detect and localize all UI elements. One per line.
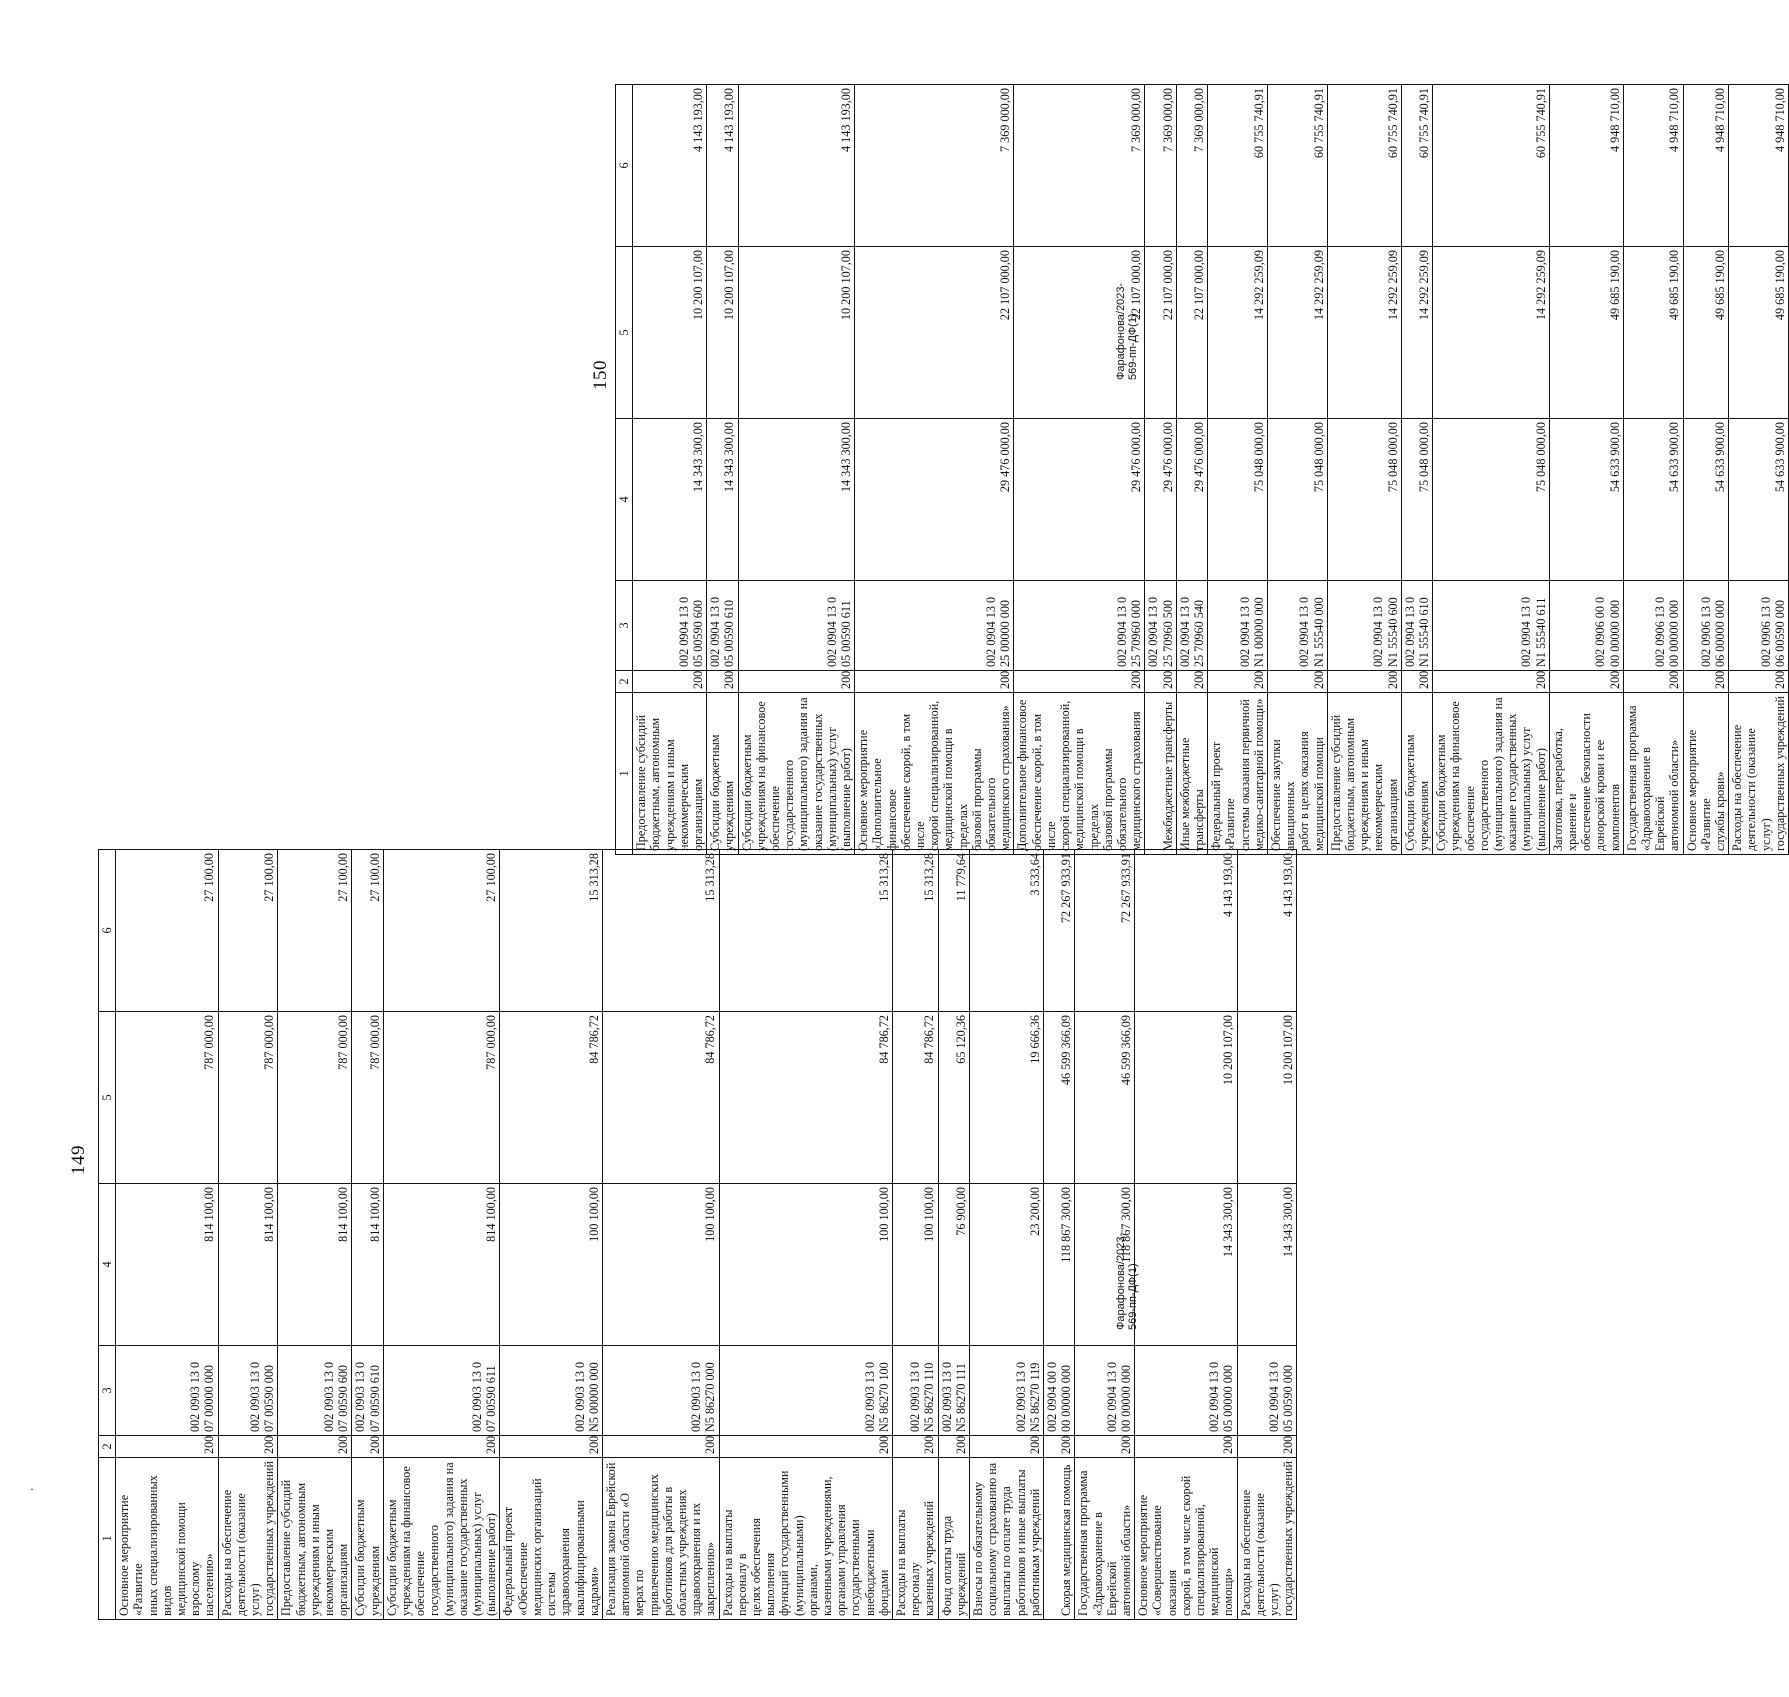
remaining-amount-cell: 60 755 740,91	[1327, 85, 1401, 247]
grbs-code-cell: 200	[738, 671, 855, 693]
executed-amount-cell: 22 107 000,00	[855, 247, 1014, 419]
grbs-code-cell: 200	[1433, 671, 1550, 693]
table-row	[1135, 850, 1237, 1620]
table-row	[969, 850, 1043, 1620]
remaining-amount-cell: 4 948 710,00	[1623, 85, 1683, 247]
remaining-amount-cell: 4 143 193,00	[1135, 850, 1237, 1012]
table-row	[278, 850, 352, 1620]
table-row	[1208, 85, 1268, 855]
row-name-cell: Расходы на выплаты персоналу казенных учреждений	[892, 1458, 938, 1620]
budget-code-cell: 002 0904 13 0 25 00000 000	[855, 581, 1014, 671]
column-header: 5	[616, 247, 633, 419]
row-name-cell: Расходы на обеспечение деятельности (оказание услуг) государственных учреждений	[1729, 693, 1789, 855]
budget-code-cell: 002 0903 13 0 N5 00000 000	[500, 1346, 602, 1436]
budget-code-cell: 002 0906 00 0 00 00000 000	[1549, 581, 1623, 671]
table-row	[719, 850, 892, 1620]
executed-amount-cell: 19 666,36	[969, 1012, 1043, 1184]
table-row	[855, 85, 1014, 855]
budget-code-cell: 002 0904 13 0 N1 55540 611	[1433, 581, 1550, 671]
executed-amount-cell: 14 292 259,09	[1267, 247, 1327, 419]
column-header: 3	[99, 1346, 116, 1436]
table-row	[1327, 85, 1401, 855]
row-name-cell: Федеральный проект «Развитие системы оказания первичной медико-санитарной помощи»	[1208, 693, 1268, 855]
executed-amount-cell: 14 292 259,09	[1401, 247, 1432, 419]
row-name-cell: Субсидии бюджетным учреждениям	[352, 1458, 383, 1620]
grbs-code-cell: 200	[383, 1436, 500, 1458]
budget-code-cell: 002 0904 13 0 25 70960 000	[1014, 581, 1145, 671]
approved-amount-cell: 54 633 900,00	[1549, 419, 1623, 581]
remaining-amount-cell: 4 143 193,00	[707, 85, 738, 247]
row-name-cell: Субсидии бюджетным учреждениям на финансовое обеспечение государственного (муниципального) задания на оказание государственных (муниципальных) услуг (выполнение работ)	[1433, 693, 1550, 855]
remaining-amount-cell: 60 755 740,91	[1208, 85, 1268, 247]
row-name-cell: Субсидии бюджетным учреждениям на финансовое обеспечение государственного (муниципального) задания на оказание государственных (муниципальных) услуг (выполнение работ)	[738, 693, 855, 855]
column-header: 2	[99, 1436, 116, 1458]
row-name-cell: Основное мероприятие «Развитие иных специализированных видов медицинской помощи взрослому населению»	[116, 1458, 218, 1620]
approved-amount-cell: 118 867 300,00	[1075, 1184, 1135, 1346]
budget-code-cell: 002 0906 13 0 00 00000 000	[1623, 581, 1683, 671]
table-body	[633, 85, 1789, 855]
approved-amount-cell: 29 476 000,00	[855, 419, 1014, 581]
budget-code-cell: 002 0903 13 0 07 00590 600	[278, 1346, 352, 1436]
grbs-code-cell: 200	[1075, 1436, 1135, 1458]
approved-amount-cell: 100 100,00	[719, 1184, 892, 1346]
approved-amount-cell: 814 100,00	[278, 1184, 352, 1346]
page-number: 149	[68, 1145, 89, 1175]
approved-amount-cell: 76 900,00	[938, 1184, 969, 1346]
row-name-cell: Федеральный проект «Обеспечение медицинских организаций системы здравоохранения квалифицированными кадрами»	[500, 1458, 602, 1620]
budget-code-cell: 002 0903 13 0 N5 86270 100	[719, 1346, 892, 1436]
grbs-code-cell: 200	[1208, 671, 1268, 693]
approved-amount-cell: 75 048 000,00	[1208, 419, 1268, 581]
approved-amount-cell: 75 048 000,00	[1267, 419, 1327, 581]
budget-code-cell: 002 0903 13 0 N5 86270 000	[602, 1346, 719, 1436]
row-name-cell: Взносы по обязательному социальному страхованию на выплаты по оплате труда работников и иные выплаты работникам учреждений	[969, 1458, 1043, 1620]
executed-amount-cell: 10 200 107,00	[633, 247, 707, 419]
column-header: 6	[616, 85, 633, 247]
grbs-code-cell: 200	[602, 1436, 719, 1458]
executed-amount-cell: 46 599 366,09	[1075, 1012, 1135, 1184]
row-name-cell: Реализация закона Еврейской автономной области «О мерах по привлечению медицинских работников для работы в областных учреждениях здравоохранения и их закреплению»	[602, 1458, 719, 1620]
remaining-amount-cell: 4 948 710,00	[1549, 85, 1623, 247]
approved-amount-cell: 14 343 300,00	[633, 419, 707, 581]
budget-code-cell: 002 0904 13 0 05 00590 000	[1237, 1346, 1297, 1436]
remaining-amount-cell: 4 948 710,00	[1683, 85, 1729, 247]
row-name-cell: Субсидии бюджетным учреждениям	[1401, 693, 1432, 855]
remaining-amount-cell: 4 143 193,00	[738, 85, 855, 247]
executed-amount-cell: 10 200 107,00	[738, 247, 855, 419]
budget-code-cell: 002 0903 13 0 07 00000 000	[116, 1346, 218, 1436]
grbs-code-cell: 200	[116, 1436, 218, 1458]
row-name-cell: Государственная программа «Здравоохранение в Еврейской автономной области»	[1075, 1458, 1135, 1620]
executed-amount-cell: 787 000,00	[116, 1012, 218, 1184]
approved-amount-cell: 14 343 300,00	[1237, 1184, 1297, 1346]
column-header: 1	[616, 693, 633, 855]
remaining-amount-cell: 27 100,00	[383, 850, 500, 1012]
executed-amount-cell: 10 200 107,00	[1237, 1012, 1297, 1184]
budget-code-cell: 002 0904 13 0 25 70960 540	[1176, 581, 1207, 671]
approved-amount-cell: 29 476 000,00	[1176, 419, 1207, 581]
remaining-amount-cell: 7 369 000,00	[855, 85, 1014, 247]
table-row	[938, 850, 969, 1620]
table-row	[1549, 85, 1623, 855]
budget-code-cell: 002 0903 13 0 N5 86270 119	[969, 1346, 1043, 1436]
row-name-cell: Скорая медицинская помощь	[1044, 1458, 1075, 1620]
row-name-cell: Фонд оплаты труда учреждений	[938, 1458, 969, 1620]
table-row	[633, 85, 707, 855]
column-header: 2	[616, 671, 633, 693]
executed-amount-cell: 22 107 000,00	[1145, 247, 1176, 419]
table-row	[1401, 85, 1432, 855]
table-row	[1729, 85, 1789, 855]
remaining-amount-cell: 15 313,28	[602, 850, 719, 1012]
row-name-cell: Государственная программа «Здравоохранение в Еврейской автономной области»	[1623, 693, 1683, 855]
approved-amount-cell: 100 100,00	[602, 1184, 719, 1346]
executed-amount-cell: 22 107 000,00	[1176, 247, 1207, 419]
executed-amount-cell: 46 599 366,09	[1044, 1012, 1075, 1184]
budget-code-cell: 002 0904 13 0 N1 00000 000	[1208, 581, 1268, 671]
executed-amount-cell: 65 120,36	[938, 1012, 969, 1184]
remaining-amount-cell: 15 313,28	[500, 850, 602, 1012]
page-number: 150	[590, 360, 611, 390]
executed-amount-cell: 787 000,00	[278, 1012, 352, 1184]
approved-amount-cell: 814 100,00	[218, 1184, 278, 1346]
remaining-amount-cell: 72 267 933,91	[1044, 850, 1075, 1012]
table-row	[892, 850, 938, 1620]
budget-code-cell: 002 0904 13 0 25 70960 500	[1145, 581, 1176, 671]
executed-amount-cell: 84 786,72	[719, 1012, 892, 1184]
remaining-amount-cell: 27 100,00	[218, 850, 278, 1012]
table-row	[602, 850, 719, 1620]
grbs-code-cell: 200	[892, 1436, 938, 1458]
approved-amount-cell: 14 343 300,00	[738, 419, 855, 581]
remaining-amount-cell: 72 267 933,91	[1075, 850, 1135, 1012]
row-name-cell: Основное мероприятие «Дополнительное финансовое обеспечение скорой, в том числе скорой специализированной, медицинской помощи в пределах базовой программы обязательного медицинского страхования»	[855, 693, 1014, 855]
row-name-cell: Основное мероприятие «Развитие службы крови»	[1683, 693, 1729, 855]
remaining-amount-cell: 4 143 193,00	[1237, 850, 1297, 1012]
row-name-cell: Заготовка, переработка, хранение и обеспечение безопасности донорской крови и ее компонентов	[1549, 693, 1623, 855]
budget-code-cell: 002 0904 13 0 00 00000 000	[1075, 1346, 1135, 1436]
grbs-code-cell: 200	[218, 1436, 278, 1458]
grbs-code-cell: 200	[719, 1436, 892, 1458]
executed-amount-cell: 14 292 259,09	[1327, 247, 1401, 419]
row-name-cell: Межбюджетные трансферты	[1145, 693, 1176, 855]
row-name-cell: Предоставление субсидий бюджетным, автономным учреждениям и иным некоммерческим организациям	[1327, 693, 1401, 855]
budget-code-cell: 002 0904 13 0 05 00590 611	[738, 581, 855, 671]
table-row	[1683, 85, 1729, 855]
row-name-cell: Расходы на обеспечение деятельности (оказание услуг) государственных учреждений	[1237, 1458, 1297, 1620]
remaining-amount-cell: 7 369 000,00	[1176, 85, 1207, 247]
grbs-code-cell: 200	[1014, 671, 1145, 693]
row-name-cell: Предоставление субсидий бюджетным, автономным учреждениям и иным некоммерческим организациям	[633, 693, 707, 855]
remaining-amount-cell: 11 779,64	[938, 850, 969, 1012]
budget-table-right	[615, 85, 1789, 855]
budget-code-cell: 002 0904 13 0 05 00590 600	[633, 581, 707, 671]
budget-code-cell: 002 0904 13 0 N1 55540 600	[1327, 581, 1401, 671]
table-row	[707, 85, 738, 855]
budget-code-cell: 002 0903 13 0 N5 86270 111	[938, 1346, 969, 1436]
row-name-cell: Обеспечение закупки авиационных работ в целях оказания медицинской помощи	[1267, 693, 1327, 855]
approved-amount-cell: 14 343 300,00	[1135, 1184, 1237, 1346]
row-name-cell: Предоставление субсидий бюджетным, автономным учреждениям и иным некоммерческим организациям	[278, 1458, 352, 1620]
approved-amount-cell: 14 343 300,00	[707, 419, 738, 581]
remaining-amount-cell: 7 369 000,00	[1014, 85, 1145, 247]
approved-amount-cell: 100 100,00	[500, 1184, 602, 1346]
executed-amount-cell: 787 000,00	[383, 1012, 500, 1184]
approved-amount-cell: 75 048 000,00	[1327, 419, 1401, 581]
row-name-cell: Расходы на выплаты персоналу в целях обеспечения выполнения функций государственными (муниципальными) органами, казенными учреждениями, органами управления государственными внебюджетными фондами	[719, 1458, 892, 1620]
remaining-amount-cell: 60 755 740,91	[1401, 85, 1432, 247]
grbs-code-cell: 200	[969, 1436, 1043, 1458]
column-header: 4	[99, 1184, 116, 1346]
row-name-cell: Дополнительное финансовое обеспечение скорой, в том числе скорой специализированной, медицинской помощи в пределах базовой программы обязательного медицинского страхования	[1014, 693, 1145, 855]
row-name-cell: Расходы на обеспечение деятельности (оказание услуг) государственных учреждений	[218, 1458, 278, 1620]
executed-amount-cell: 49 685 190,00	[1623, 247, 1683, 419]
remaining-amount-cell: 4 948 710,00	[1729, 85, 1789, 247]
budget-code-cell: 002 0903 13 0 N5 86270 110	[892, 1346, 938, 1436]
document-footer: Фарафонова/2023-569-пп-ДФ(1)	[1115, 1232, 1139, 1330]
executed-amount-cell: 84 786,72	[500, 1012, 602, 1184]
table-row	[1145, 85, 1176, 855]
grbs-code-cell: 200	[1401, 671, 1432, 693]
remaining-amount-cell: 3 533,64	[969, 850, 1043, 1012]
budget-code-cell: 002 0906 13 0 06 00590 000	[1729, 581, 1789, 671]
remaining-amount-cell: 15 313,28	[892, 850, 938, 1012]
grbs-code-cell: 200	[1145, 671, 1176, 693]
approved-amount-cell: 54 633 900,00	[1729, 419, 1789, 581]
remaining-amount-cell: 7 369 000,00	[1145, 85, 1176, 247]
grbs-code-cell: 200	[278, 1436, 352, 1458]
executed-amount-cell: 22 107 000,00	[1014, 247, 1145, 419]
approved-amount-cell: 54 633 900,00	[1683, 419, 1729, 581]
executed-amount-cell: 14 292 259,09	[1433, 247, 1550, 419]
table-row	[1014, 85, 1145, 855]
column-header: 3	[616, 581, 633, 671]
row-name-cell: Субсидии бюджетным учреждениям	[707, 693, 738, 855]
grbs-code-cell: 200	[500, 1436, 602, 1458]
table-row	[116, 850, 218, 1620]
table-row	[1623, 85, 1683, 855]
remaining-amount-cell: 15 313,28	[719, 850, 892, 1012]
budget-code-cell: 002 0904 13 0 05 00590 610	[707, 581, 738, 671]
table-row	[1267, 85, 1327, 855]
grbs-code-cell: 200	[1267, 671, 1327, 693]
remaining-amount-cell: 60 755 740,91	[1433, 85, 1550, 247]
executed-amount-cell: 787 000,00	[352, 1012, 383, 1184]
grbs-code-cell: 200	[1623, 671, 1683, 693]
budget-code-cell: 002 0904 13 0 N1 55540 000	[1267, 581, 1327, 671]
grbs-code-cell: 200	[855, 671, 1014, 693]
budget-code-cell: 002 0904 13 0 05 00000 000	[1135, 1346, 1237, 1436]
executed-amount-cell: 49 685 190,00	[1549, 247, 1623, 419]
column-header: 4	[616, 419, 633, 581]
grbs-code-cell: 200	[1327, 671, 1401, 693]
grbs-code-cell: 200	[1549, 671, 1623, 693]
table-row	[218, 850, 278, 1620]
table-row	[1237, 850, 1297, 1620]
executed-amount-cell: 49 685 190,00	[1729, 247, 1789, 419]
budget-code-cell: 002 0903 13 0 07 00590 000	[218, 1346, 278, 1436]
table-row	[1176, 85, 1207, 855]
grbs-code-cell: 200	[1237, 1436, 1297, 1458]
grbs-code-cell: 200	[1044, 1436, 1075, 1458]
executed-amount-cell: 10 200 107,00	[707, 247, 738, 419]
table-row	[1044, 850, 1075, 1620]
approved-amount-cell: 54 633 900,00	[1623, 419, 1683, 581]
row-name-cell: Субсидии бюджетным учреждениям на финансовое обеспечение государственного (муниципального) задания на оказание государственных (муниципальных) услуг (выполнение работ)	[383, 1458, 500, 1620]
table-row	[383, 850, 500, 1620]
grbs-code-cell: 200	[1135, 1436, 1237, 1458]
executed-amount-cell: 84 786,72	[602, 1012, 719, 1184]
grbs-code-cell: 200	[938, 1436, 969, 1458]
approved-amount-cell: 29 476 000,00	[1014, 419, 1145, 581]
executed-amount-cell: 84 786,72	[892, 1012, 938, 1184]
approved-amount-cell: 75 048 000,00	[1433, 419, 1550, 581]
scan-speck: ·	[30, 1482, 34, 1496]
column-header-row	[616, 85, 633, 855]
budget-code-cell: 002 0906 13 0 06 00000 000	[1683, 581, 1729, 671]
budget-code-cell: 002 0903 13 0 07 00590 611	[383, 1346, 500, 1436]
column-header-row	[99, 850, 116, 1620]
budget-code-cell: 002 0903 13 0 07 00590 610	[352, 1346, 383, 1436]
table-row	[738, 85, 855, 855]
executed-amount-cell: 10 200 107,00	[1135, 1012, 1237, 1184]
executed-amount-cell: 49 685 190,00	[1683, 247, 1729, 419]
grbs-code-cell: 200	[707, 671, 738, 693]
remaining-amount-cell: 27 100,00	[116, 850, 218, 1012]
row-name-cell: Основное мероприятие «Совершенствование оказания скорой, в том числе скорой специализированной, медицинской помощи»	[1135, 1458, 1237, 1620]
table-row	[1433, 85, 1550, 855]
approved-amount-cell: 23 200,00	[969, 1184, 1043, 1346]
grbs-code-cell: 200	[1683, 671, 1729, 693]
approved-amount-cell: 29 476 000,00	[1145, 419, 1176, 581]
approved-amount-cell: 100 100,00	[892, 1184, 938, 1346]
remaining-amount-cell: 27 100,00	[278, 850, 352, 1012]
table-row	[352, 850, 383, 1620]
approved-amount-cell: 814 100,00	[352, 1184, 383, 1346]
table-row	[500, 850, 602, 1620]
column-header: 6	[99, 850, 116, 1012]
budget-code-cell: 002 0904 13 0 N1 55540 610	[1401, 581, 1432, 671]
remaining-amount-cell: 27 100,00	[352, 850, 383, 1012]
executed-amount-cell: 14 292 259,09	[1208, 247, 1268, 419]
grbs-code-cell: 200	[1729, 671, 1789, 693]
grbs-code-cell: 200	[352, 1436, 383, 1458]
column-header: 5	[99, 1012, 116, 1184]
executed-amount-cell: 787 000,00	[218, 1012, 278, 1184]
approved-amount-cell: 814 100,00	[116, 1184, 218, 1346]
remaining-amount-cell: 4 143 193,00	[633, 85, 707, 247]
approved-amount-cell: 75 048 000,00	[1401, 419, 1432, 581]
budget-code-cell: 002 0904 00 0 00 00000 000	[1044, 1346, 1075, 1436]
column-header: 1	[99, 1458, 116, 1620]
approved-amount-cell: 118 867 300,00	[1044, 1184, 1075, 1346]
approved-amount-cell: 814 100,00	[383, 1184, 500, 1346]
remaining-amount-cell: 60 755 740,91	[1267, 85, 1327, 247]
document-footer: Фарафонова/2023-569-пп-ДФ(1)	[1115, 282, 1139, 380]
grbs-code-cell: 200	[633, 671, 707, 693]
grbs-code-cell: 200	[1176, 671, 1207, 693]
row-name-cell: Иные межбюджетные трансферты	[1176, 693, 1207, 855]
